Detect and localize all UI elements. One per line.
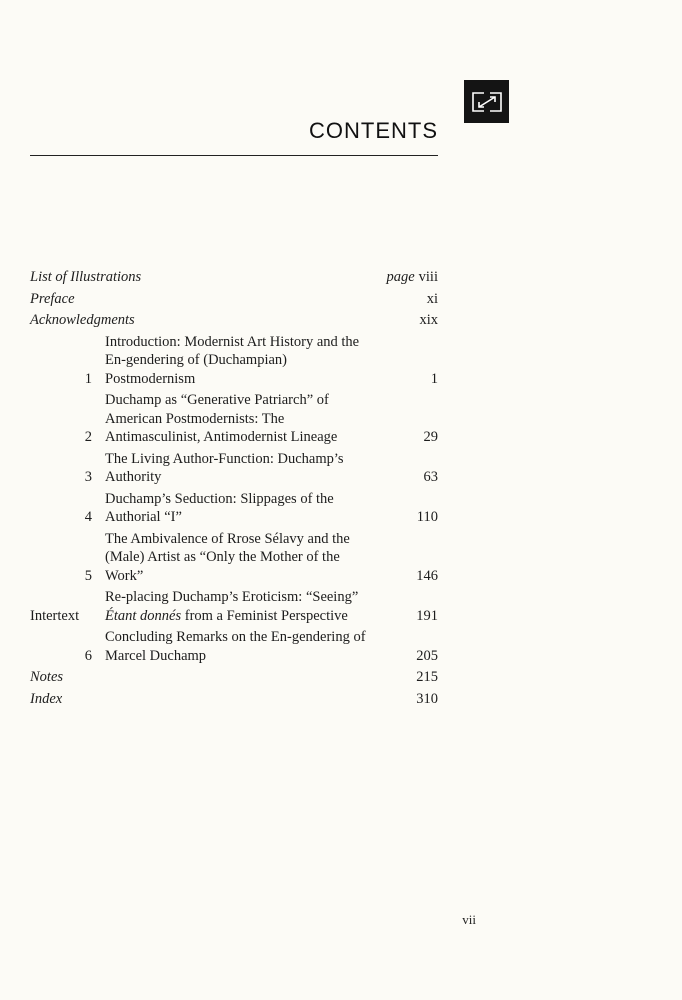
- page-title: CONTENTS: [309, 118, 438, 143]
- toc-entry-chapter-3[interactable]: [30, 450, 438, 487]
- entry-title: Acknowledgments: [30, 312, 135, 328]
- intertext-title-part: Re-placing Duchamp’s Eroticism: “Seeing”: [105, 589, 359, 605]
- entry-title: List of Illustrations: [30, 269, 142, 285]
- entry-page: 205: [416, 647, 438, 664]
- entry-title: Index: [30, 690, 63, 707]
- entry-title: Notes: [30, 669, 64, 685]
- chapter-title: Concluding Remarks on the En-gendering of Marcel Duchamp: [105, 629, 366, 664]
- toc-entry-chapter-2[interactable]: [30, 391, 438, 447]
- entry-page: 1: [430, 370, 438, 387]
- entry-page: xi: [426, 290, 438, 307]
- entry-page: [386, 268, 438, 287]
- intertext-title-italic: Étant donnés: [105, 607, 182, 624]
- toc-entry-chapter-6[interactable]: [30, 628, 438, 665]
- chapter-title: Duchamp as “Generative Patriarch” of American Postmodernists: The Antimasculinist, Antimodernist Lineage: [105, 392, 338, 445]
- entry-page-number: viii: [418, 269, 438, 285]
- table-of-contents: [30, 268, 438, 711]
- toc-entry-intertext[interactable]: [30, 588, 438, 625]
- chapter-title: Duchamp’s Seduction: Slippages of the Authorial “I”: [105, 490, 334, 525]
- title-rule: [30, 155, 438, 156]
- intertext-label: Intertext: [30, 607, 80, 624]
- entry-page: 215: [416, 669, 438, 685]
- entry-page: 110: [416, 509, 438, 525]
- chapter-number: 2: [84, 429, 92, 445]
- toc-entry-acknowledgments[interactable]: [30, 311, 438, 330]
- toc-entry-preface[interactable]: [30, 290, 438, 309]
- toc-entry-chapter-1[interactable]: [30, 333, 438, 389]
- chapter-number: 1: [84, 370, 92, 387]
- toc-entry-notes[interactable]: [30, 668, 438, 687]
- page-prefix: page: [386, 269, 415, 285]
- entry-page: 29: [423, 429, 438, 445]
- entry-page: 63: [423, 469, 438, 485]
- toc-entry-index[interactable]: [30, 690, 438, 709]
- double-arrow-logo-icon: [470, 90, 504, 114]
- toc-entry-chapter-5[interactable]: [30, 530, 438, 586]
- chapter-number: 4: [84, 509, 92, 525]
- chapter-title: Introduction: Modernist Art History and the En-gendering of (Duchampian) Postmodernism: [105, 333, 360, 387]
- entry-title: Preface: [30, 290, 75, 307]
- chapter-title: The Ambivalence of Rrose Sélavy and the (Male) Artist as “Only the Mother of the Work”: [105, 530, 350, 584]
- chapter-number: 3: [84, 469, 92, 485]
- intertext-title-part: from a Feminist Perspective: [181, 607, 348, 624]
- entry-page: xix: [419, 312, 438, 328]
- chapter-title: The Living Author-Function: Duchamp’s Authority: [105, 450, 344, 485]
- toc-entry-chapter-4[interactable]: [30, 490, 438, 527]
- entry-page: 310: [416, 690, 438, 707]
- toc-entry-list-of-illustrations[interactable]: [30, 268, 438, 287]
- entry-page: 191: [416, 607, 438, 624]
- intertext-title: [105, 588, 367, 625]
- entry-page: 146: [416, 567, 438, 584]
- chapter-number: 5: [84, 567, 92, 584]
- publisher-logo: [464, 80, 509, 123]
- page-folio: vii: [462, 912, 476, 927]
- chapter-number: 6: [84, 647, 92, 664]
